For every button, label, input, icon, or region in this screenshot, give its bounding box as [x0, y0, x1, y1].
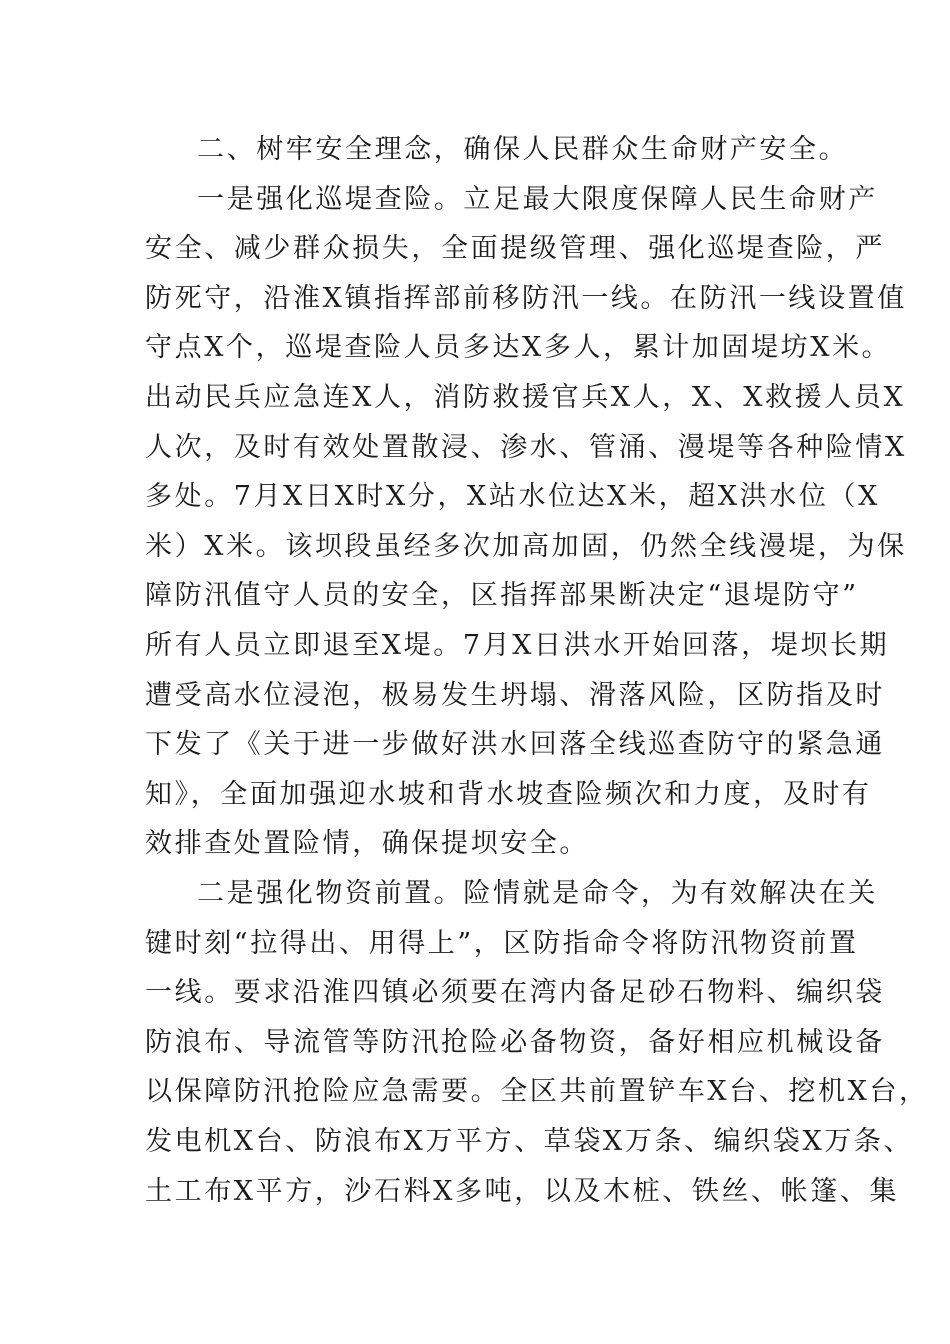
paragraph-line: 所有人员立即退至X堤。7月X日洪水开始回落，堤坝长期 [145, 630, 890, 661]
paragraph-line: 防浪布、导流管等防汛抢险必备物资，备好相应机械设备 [145, 1027, 885, 1058]
paragraph-line: 知》，全面加强迎水坡和背水坡查险频次和力度，及时有 [145, 779, 872, 810]
paragraph-line: 防死守，沿淮X镇指挥部前移防汛一线。在防汛一线设置值 [145, 283, 907, 314]
paragraph-line: 遭受高水位浸泡，极易发生坍塌、滑落风险，区防指及时 [145, 680, 885, 711]
paragraph-line: 二是强化物资前置。险情就是命令，为有效解决在关 [197, 878, 878, 909]
paragraph-line: 安全、减少群众损失，全面提级管理、强化巡堤查险，严 [145, 233, 885, 264]
section-heading: 二、树牢安全理念，确保人民群众生命财产安全。 [197, 134, 849, 165]
paragraph-line: 人次，及时有效处置散浸、渗水、管涌、漫堤等各种险情X [145, 432, 907, 463]
paragraph-line: 出动民兵应急连X人，消防救援官兵X人，X、X救援人员X [145, 382, 906, 413]
paragraph-line: 下发了《关于进一步做好洪水回落全线巡查防守的紧急通 [145, 729, 885, 760]
paragraph-line: 效排查处置险情，确保提坝安全。 [145, 828, 589, 859]
paragraph-line: 守点X个，巡堤查险人员多达X多人，累计加固堤坊X米。 [145, 332, 892, 363]
paragraph-line: 土工布X平方，沙石料X多吨，以及木桩、铁丝、帐篷、集 [145, 1176, 900, 1207]
paragraph-line: 一是强化巡堤查险。立足最大限度保障人民生命财产 [197, 184, 878, 215]
paragraph-line: 米）X米。该坝段虽经多次加高加固，仍然全线漫堤，为保 [145, 531, 907, 562]
paragraph-line: 键时刻“拉得出、用得上”，区防指命令将防汛物资前置 [145, 928, 859, 959]
paragraph-line: 障防汛值守人员的安全，区指挥部果断决定“退堤防守” [145, 580, 859, 611]
paragraph-line: 多处。7月X日X时X分，X站水位达X米，超X洪水位（X [145, 481, 880, 512]
paragraph-line: 一线。要求沿淮四镇必须要在湾内备足砂石物料、编织袋 [145, 977, 885, 1008]
paragraph-line: 以保障防汛抢险应急需要。全区共前置铲车X台、挖机X台， [145, 1076, 929, 1107]
paragraph-line: 发电机X台、防浪布X万平方、草袋X万条、编织袋X万条、 [145, 1126, 914, 1157]
